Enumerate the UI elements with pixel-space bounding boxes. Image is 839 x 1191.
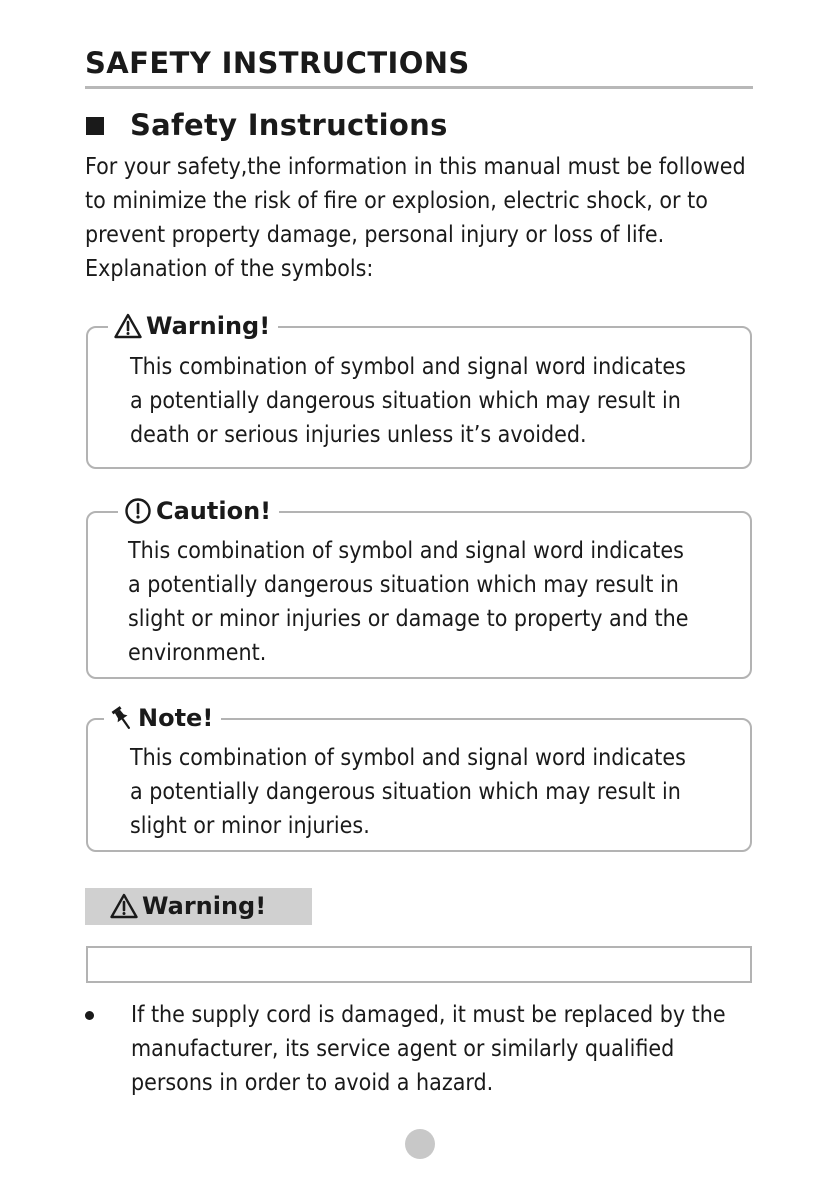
caution-label — [118, 496, 279, 526]
warning-description — [130, 350, 686, 452]
caution-circle-icon — [124, 497, 152, 525]
warning-section-label-text: Warning! — [142, 892, 267, 920]
section-heading-text: Safety Instructions — [130, 108, 448, 142]
note-label — [104, 703, 221, 733]
warning-section-label-content — [110, 891, 266, 921]
warning-description-line: This combination of symbol and signal word indicates — [130, 354, 686, 380]
note-label-text: Note! — [138, 704, 214, 732]
caution-description-line: a potentially dangerous situation which may result in — [128, 572, 679, 598]
page-header — [85, 42, 753, 89]
note-description-line: slight or minor injuries. — [130, 813, 370, 839]
warning-description-line: death or serious injuries unless it’s avoided. — [130, 422, 587, 448]
caution-description-line: This combination of symbol and signal word indicates — [128, 538, 684, 564]
list-item-line: manufacturer, its service agent or similarly qualified — [131, 1036, 675, 1062]
intro-paragraph — [85, 150, 775, 286]
square-bullet-icon — [86, 117, 104, 135]
intro-line: Explanation of the symbols: — [85, 256, 374, 282]
caution-symbol-box — [86, 497, 752, 679]
bullet-icon — [85, 1011, 94, 1020]
empty-warning-box — [86, 946, 752, 983]
warning-description-line: a potentially dangerous situation which may result in — [130, 388, 681, 414]
intro-line: to minimize the risk of fire or explosion, electric shock, or to — [85, 188, 708, 214]
warning-triangle-icon — [110, 893, 138, 919]
intro-line: For your safety,the information in this manual must be followed — [85, 154, 746, 180]
note-description-line: This combination of symbol and signal word indicates — [130, 745, 686, 771]
warning-section-label — [85, 888, 312, 925]
list-item-line: persons in order to avoid a hazard. — [131, 1070, 494, 1096]
caution-label-text: Caution! — [156, 497, 272, 525]
warning-label-text: Warning! — [146, 312, 271, 340]
warning-symbol-box — [86, 312, 752, 469]
page-number-marker — [405, 1129, 435, 1159]
note-description-line: a potentially dangerous situation which may result in — [130, 779, 681, 805]
caution-description-line: environment. — [128, 640, 267, 666]
caution-description — [128, 534, 689, 670]
warning-label — [108, 311, 278, 341]
intro-line: prevent property damage, personal injury or loss of life. — [85, 222, 665, 248]
caution-description-line: slight or minor injuries or damage to property and the — [128, 606, 689, 632]
list-item-line: If the supply cord is damaged, it must be replaced by the — [131, 1002, 726, 1028]
note-symbol-box — [86, 704, 752, 852]
note-description — [130, 741, 686, 843]
list-item-text — [131, 998, 726, 1100]
page-title: SAFETY INSTRUCTIONS — [85, 46, 470, 80]
warning-triangle-icon — [114, 313, 142, 339]
pushpin-icon — [110, 704, 134, 732]
